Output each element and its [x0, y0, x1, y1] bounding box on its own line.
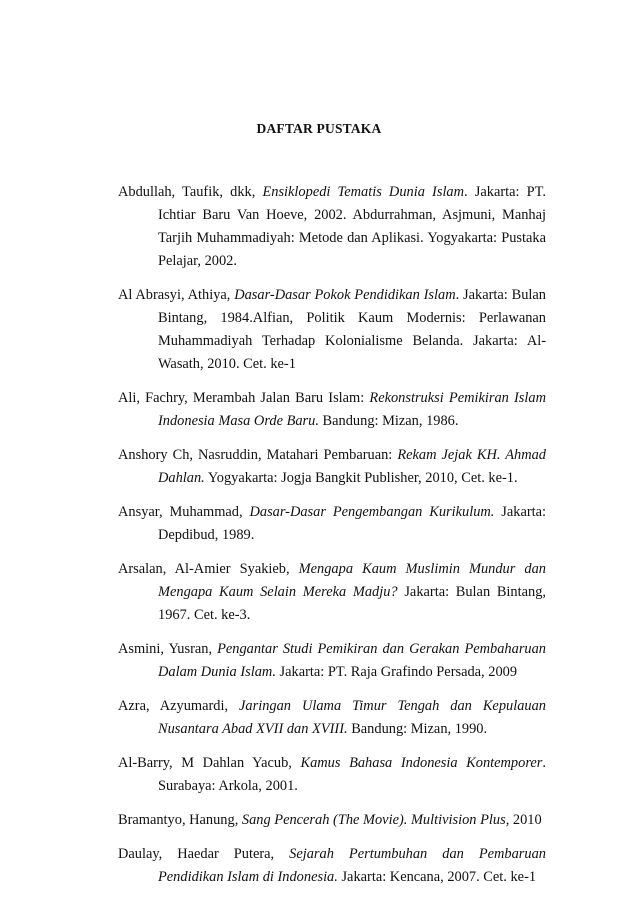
bibliography-entry [118, 501, 546, 547]
entry-publisher-text: . Jakarta: PT. Ichtiar Baru Van Hoeve, 2002. Abdurrahman, Asjmuni, Manhaj Tarjih Muhammadiyah: Metode dan Aplikasi. Yogyakarta: Pustaka Pelajar, 2002. [158, 184, 546, 269]
entry-publisher-text: Jakarta: PT. Raja Grafindo Persada, 2009 [275, 664, 518, 680]
page-title: DAFTAR PUSTAKA [256, 121, 382, 136]
entry-title-text: Jaringan Ulama Timur Tengah dan Kepulauan Nusantara Abad XVII dan XVIII. [158, 698, 546, 737]
entry-publisher-text: Jakarta: Bulan Bintang, 1967. Cet. ke-3. [158, 584, 546, 623]
bibliography-entry [118, 843, 546, 889]
entry-author-text: Asmini, Yusran, [118, 641, 218, 657]
bibliography-entry [118, 638, 546, 684]
entry-author-text: Arsalan, Al-Amier Syakieb, [118, 561, 299, 577]
entry-author-text: Azra, Azyumardi, [118, 698, 240, 714]
bibliography-entry [118, 558, 546, 627]
entry-title-text: Sang Pencerah (The Movie). Multivision Plus [241, 812, 506, 828]
bibliography-entry [118, 444, 546, 490]
entry-title-text: Mengapa Kaum Muslimin Mundur dan Mengapa Kaum Selain Mereka Madju? [158, 561, 546, 600]
entry-author-text: Daulay, Haedar Putera, [118, 846, 290, 862]
entry-title-text: Dasar-Dasar Pengembangan Kurikulum. [249, 504, 495, 520]
entry-author-text: Ali, Fachry, Merambah Jalan Baru Islam: [118, 390, 370, 406]
bibliography-entry [118, 284, 546, 376]
entry-author-text: Bramantyo, Hanung, [118, 812, 242, 828]
entry-author-text: Abdullah, Taufik, dkk, [118, 184, 263, 200]
entry-publisher-text: Jakarta: Kencana, 2007. Cet. ke-1 [337, 869, 537, 885]
entry-publisher-text: Bandung: Mizan, 1986. [318, 413, 459, 429]
bibliography-entry [118, 695, 546, 741]
entry-title-text: Rekam Jejak KH. Ahmad Dahlan. [158, 447, 546, 486]
entry-publisher-text: . Jakarta: Bulan Bintang, 1984.Alfian, Politik Kaum Modernis: Perlawanan Muhammadiyah Terhadap Kolonialisme Belanda. Jakarta: Al-Wasath, 2010. Cet. ke-1 [158, 287, 546, 372]
entry-author-text: Ansyar, Muhammad, [118, 504, 250, 520]
entry-author-text: Al Abrasyi, Athiya, [118, 287, 235, 303]
entry-publisher-text: . Surabaya: Arkola, 2001. [158, 755, 546, 794]
bibliography-entry [118, 181, 546, 273]
bibliography-entry [118, 809, 546, 832]
entry-title-text: Dasar-Dasar Pokok Pendidikan Islam [234, 287, 456, 303]
entry-title-text: Ensiklopedi Tematis Dunia Islam [262, 184, 465, 200]
entry-title-text: Rekonstruksi Pemikiran Islam Indonesia Masa Orde Baru. [158, 390, 546, 429]
bibliography-entry [118, 387, 546, 433]
entry-publisher-text: , 2010 [505, 812, 542, 828]
entry-title-text: Pengantar Studi Pemikiran dan Gerakan Pembaharuan Dalam Dunia Islam. [158, 641, 546, 680]
entry-publisher-text: Yogyakarta: Jogja Bangkit Publisher, 2010, Cet. ke-1. [204, 470, 518, 486]
entry-publisher-text: Jakarta: Depdibud, 1989. [158, 504, 547, 543]
entry-title-text: Kamus Bahasa Indonesia Kontemporer [300, 755, 543, 771]
entry-publisher-text: Bandung: Mizan, 1990. [347, 721, 488, 737]
entry-author-text: Al-Barry, M Dahlan Yacub, [118, 755, 301, 771]
bibliography-entry [118, 752, 546, 798]
entry-author-text: Anshory Ch, Nasruddin, Matahari Pembaruan: [118, 447, 398, 463]
bibliography-list [118, 181, 546, 900]
entry-title-text: Sejarah Pertumbuhan dan Pembaruan Pendidikan Islam di Indonesia. [158, 846, 546, 885]
